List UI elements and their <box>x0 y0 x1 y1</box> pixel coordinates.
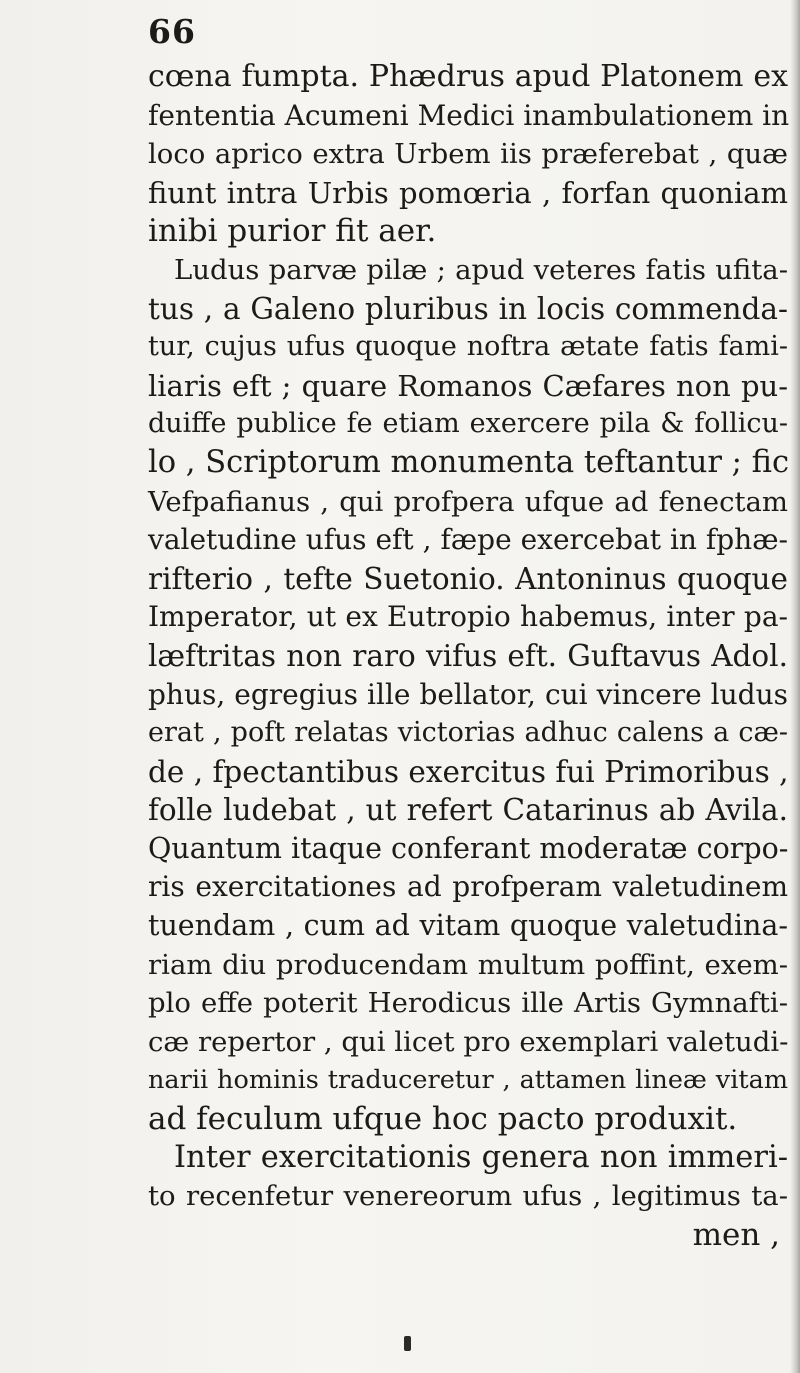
text-line: læftritas non raro vifus eft. Guftavus Adol. <box>148 638 788 673</box>
ink-blot <box>404 1336 411 1351</box>
text-line: loco aprico extra Urbem iis præferebat , quæ <box>148 138 788 171</box>
page-number: 66 <box>148 12 196 51</box>
text-line: liaris eft ; quare Romanos Cæfares non pu- <box>148 368 788 403</box>
text-line: phus, egregius ille bellator, cui vincere ludus <box>148 677 788 711</box>
text-line: fiunt intra Urbis pomœria , forfan quoniam <box>148 175 788 210</box>
page-gutter-shadow <box>790 0 800 1373</box>
text-line: narii hominis traduceretur , attamen lineæ vitam <box>148 1065 788 1096</box>
catchword: men , <box>692 1216 780 1253</box>
text-line: Quantum itaque conferant moderatæ corpo- <box>148 831 789 865</box>
text-line: tur, cujus ufus quoque noftra ætate fatis fami- <box>148 331 788 363</box>
text-line: to recenfetur venereorum ufus , legitimus ta- <box>148 1180 788 1213</box>
text-line: ad feculum ufque hoc pacto produxit. <box>148 1101 738 1138</box>
text-line: riam diu producendam multum poffint, exem- <box>148 948 788 981</box>
text-line: duiffe publice fe etiam exercere pila & follicu- <box>148 408 788 440</box>
text-line: Ludus parvæ pilæ ; apud veteres fatis ufita- <box>174 253 788 286</box>
text-line: Imperator, ut ex Eutropio habemus, inter pa- <box>148 600 788 634</box>
text-line: fententia Acumeni Medici inambulationem in <box>148 98 790 132</box>
text-line: lo , Scriptorum monumenta teftantur ; fic <box>148 444 790 480</box>
body-text <box>148 58 788 1254</box>
text-line: cœna fumpta. Phædrus apud Platonem ex <box>148 59 788 94</box>
text-line: tuendam , cum ad vitam quoque valetudina- <box>148 909 788 943</box>
text-line: erat , poft relatas victorias adhuc calens a cæ- <box>148 717 788 749</box>
text-line: tus , a Galeno pluribus in locis commenda- <box>148 291 788 326</box>
text-line: de , fpectantibus exercitus fui Primoribus , <box>148 754 789 789</box>
text-line: valetudine ufus eft , fæpe exercebat in fphæ- <box>148 523 788 557</box>
text-line: plo effe poterit Herodicus ille Artis Gymnafti- <box>148 987 788 1020</box>
text-line: Vefpafianus , qui profpera ufque ad fenectam <box>148 485 788 518</box>
text-line: Inter exercitationis genera non immeri- <box>174 1139 788 1175</box>
text-line: inibi purior fit aer. <box>148 213 437 250</box>
text-line: cæ repertor , qui licet pro exemplari valetudi- <box>148 1025 789 1058</box>
text-line: rifterio , tefte Suetonio. Antoninus quoque <box>148 561 788 596</box>
text-line: ris exercitationes ad profperam valetudinem <box>148 870 788 904</box>
text-line: folle ludebat , ut refert Catarinus ab Avila. <box>148 793 788 828</box>
